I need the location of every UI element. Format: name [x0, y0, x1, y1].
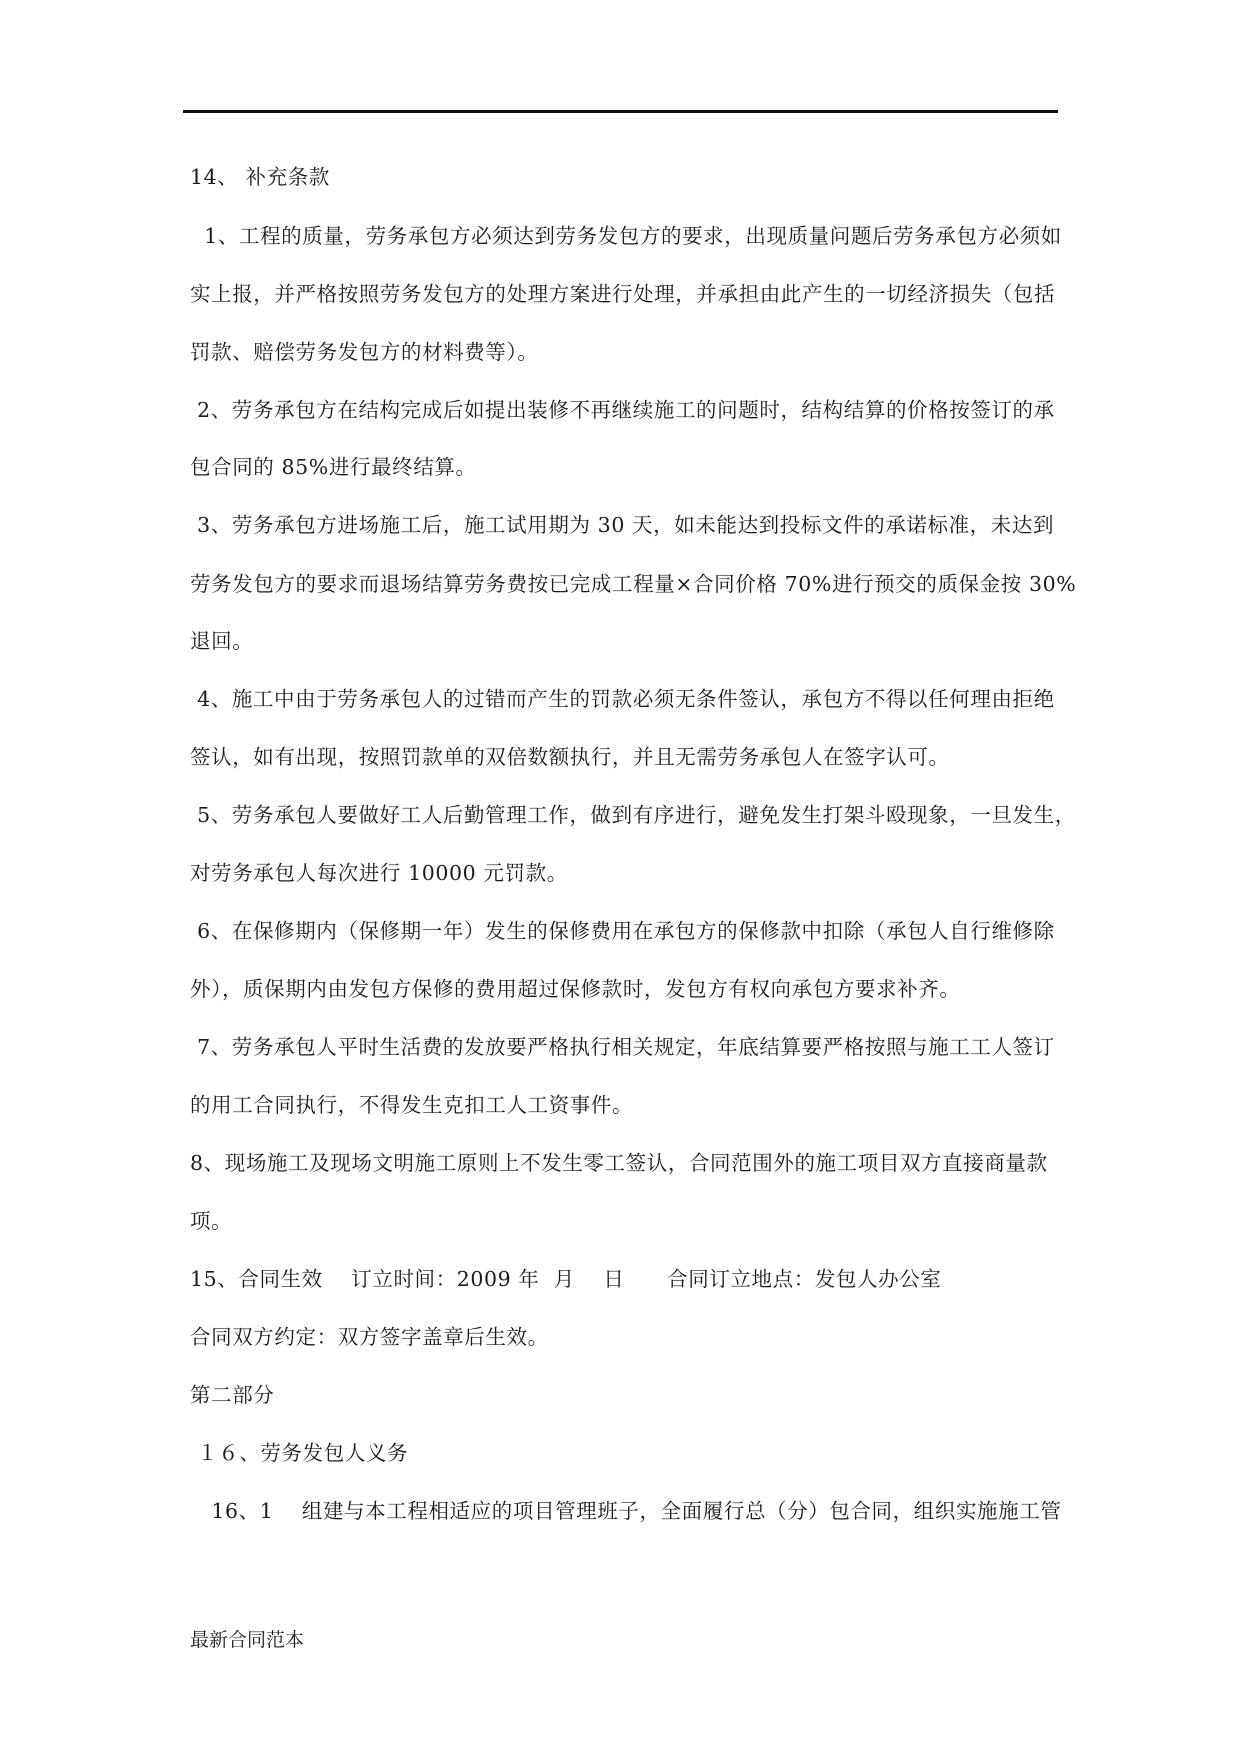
- text-line: 项。: [190, 1209, 233, 1233]
- text-line: 罚款、赔偿劳务发包方的材料费等）。: [190, 340, 539, 364]
- text-line: 合同双方约定：双方签字盖章后生效。: [190, 1325, 549, 1349]
- section-heading: １６、劳务发包人义务: [190, 1441, 409, 1465]
- section-heading: 14、 补充条款: [190, 165, 330, 189]
- text-line: 6、在保修期内（保修期一年）发生的保修费用在承包方的保修款中扣除（承包人自行维修除: [190, 919, 1055, 943]
- text-line: 外），质保期内由发包方保修的费用超过保修款时，发包方有权向承包方要求补齐。: [190, 977, 961, 1001]
- text-line: 2、劳务承包方在结构完成后如提出装修不再继续施工的问题时，结构结算的价格按签订的承: [190, 398, 1055, 422]
- text-line: 对劳务承包人每次进行 10000 元罚款。: [190, 861, 568, 885]
- text-line: 3、劳务承包方进场施工后，施工试用期为 30 天，如未能达到投标文件的承诺标准，未达到: [190, 513, 1055, 537]
- text-line: 8、现场施工及现场文明施工原则上不发生零工签认，合同范围外的施工项目双方直接商量款: [190, 1151, 1048, 1175]
- text-line: 4、施工中由于劳务承包人的过错而产生的罚款必须无条件签认，承包方不得以任何理由拒绝: [190, 687, 1055, 711]
- text-line: 签认，如有出现，按照罚款单的双倍数额执行，并且无需劳务承包人在签字认可。: [190, 745, 950, 769]
- text-line: 16、1 组建与本工程相适应的项目管理班子，全面履行总（分）包合同，组织实施施工管: [190, 1499, 1062, 1523]
- text-line: 包合同的 85%进行最终结算。: [190, 455, 477, 479]
- part-heading: 第二部分: [190, 1383, 275, 1407]
- text-line: 劳务发包方的要求而退场结算劳务费按已完成工程量×合同价格 70%进行预交的质保金按 30%: [190, 572, 1077, 596]
- page-footer: 最新合同范本: [190, 1629, 305, 1651]
- text-line: 实上报，并严格按照劳务发包方的处理方案进行处理，并承担由此产生的一切经济损失（包括: [190, 282, 1056, 306]
- text-line: 的用工合同执行，不得发生克扣工人工资事件。: [190, 1093, 634, 1117]
- header-rule: [183, 110, 1058, 113]
- text-line: 1、工程的质量，劳务承包方必须达到劳务发包方的要求，出现质量问题后劳务承包方必须如: [190, 224, 1062, 248]
- text-line: 15、合同生效 订立时间：2009 年 月 日 合同订立地点：发包人办公室: [190, 1267, 942, 1291]
- text-line: 5、劳务承包人要做好工人后勤管理工作，做到有序进行，避免发生打架斗殴现象，一旦发生，: [190, 803, 1076, 827]
- text-line: 7、劳务承包人平时生活费的发放要严格执行相关规定，年底结算要严格按照与施工工人签订: [190, 1035, 1055, 1059]
- text-line: 退回。: [190, 629, 254, 653]
